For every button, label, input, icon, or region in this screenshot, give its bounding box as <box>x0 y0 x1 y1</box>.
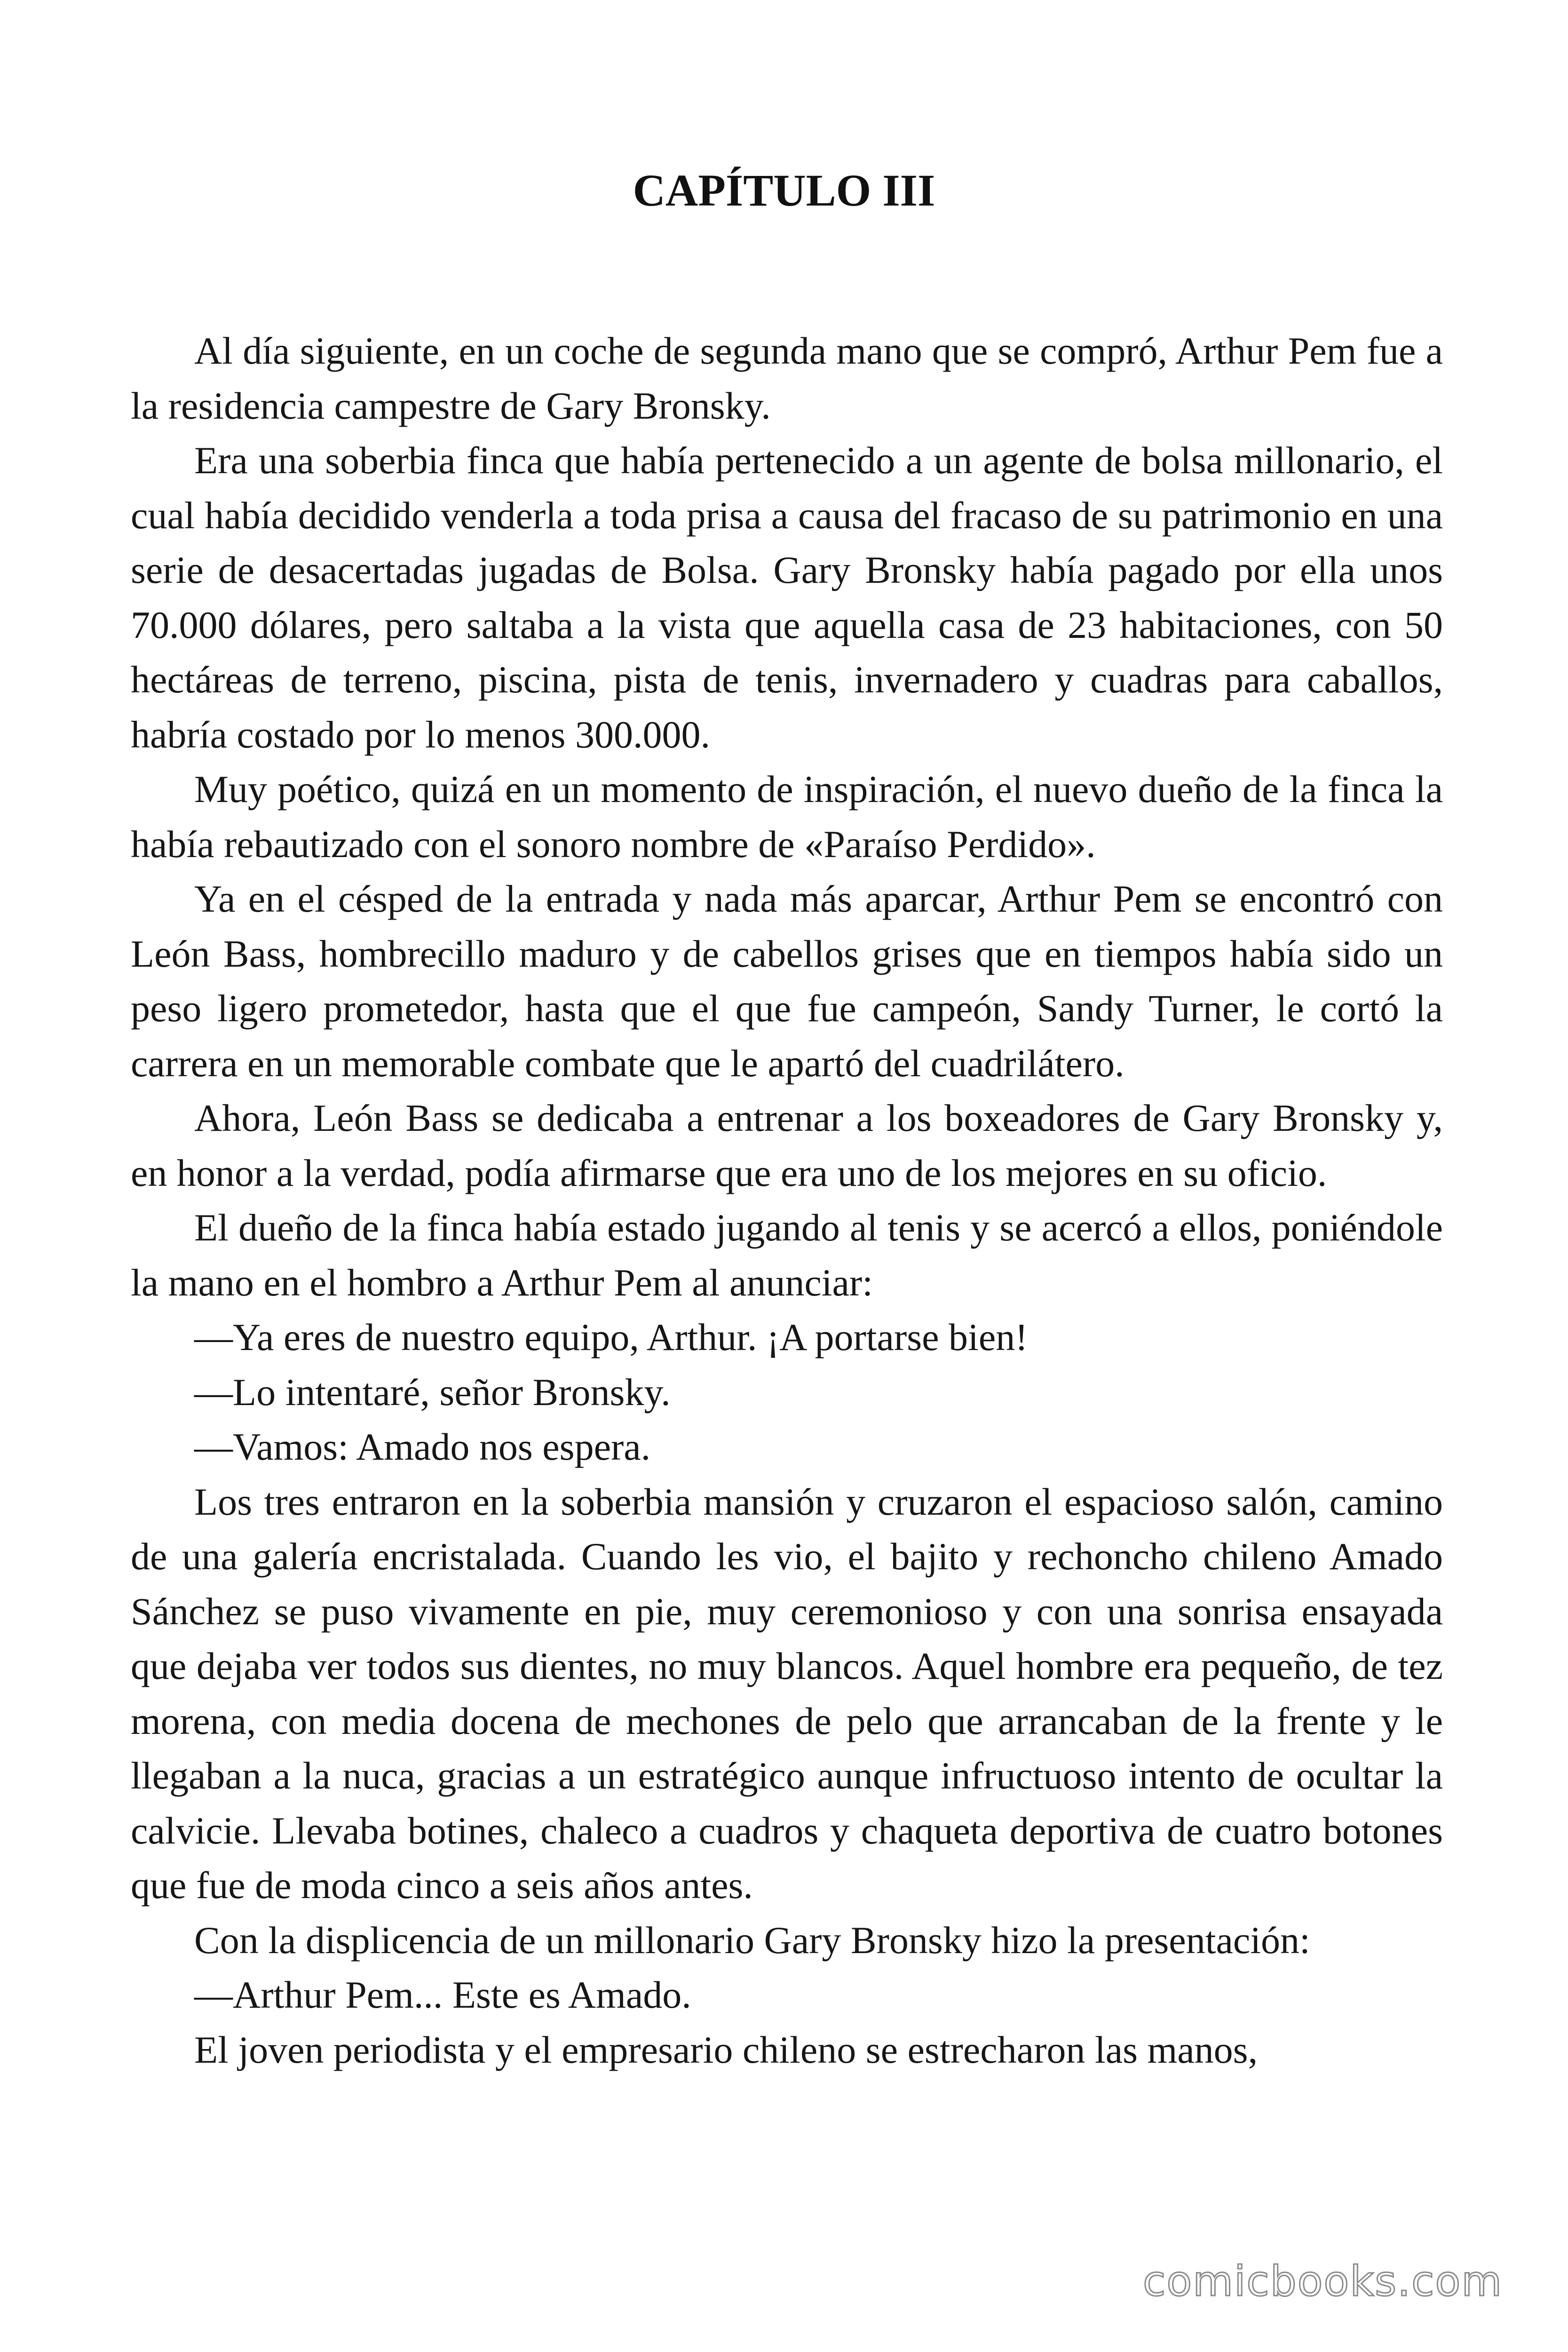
chapter-title: CAPÍTULO III <box>633 165 935 215</box>
paragraph: Era una soberbia finca que había pertenecido a un agente de bolsa millonario, el cual había decidido venderla a toda prisa a causa del fracaso de su patrimonio en una serie de desacertadas jugadas de Bolsa. Gary Bronsky había pagado por ella unos 70.000 dólares, pero saltaba a la vista que aquella casa de 23 habitaciones, con 50 hectáreas de terreno, piscina, pista de tenis, invernadero y cuadras para caballos, habría costado por lo menos 300.000. <box>131 439 1443 756</box>
paragraph: Al día siguiente, en un coche de segunda mano que se compró, Arthur Pem fue a la residencia campestre de Gary Bronsky. <box>131 329 1443 427</box>
paragraph: Ya en el césped de la entrada y nada más aparcar, Arthur Pem se encontró con León Bass, hombrecillo maduro y de cabellos grises que en tiempos había sido un peso ligero prometedor, hasta que el que fue campeón, Sandy Turner, le cortó la carrera en un memorable combate que le apartó del cuadrilátero. <box>131 877 1443 1085</box>
dialogue-line: —Vamos: Amado nos espera. <box>194 1425 651 1468</box>
paragraph: Con la displicencia de un millonario Gary Bronsky hizo la presentación: <box>194 1918 1310 1962</box>
chapter-body <box>131 324 1443 2077</box>
paragraph: El joven periodista y el empresario chileno se estrecharon las manos, <box>194 2028 1258 2071</box>
paragraph: Ahora, León Bass se dedicaba a entrenar a los boxeadores de Gary Bronsky y, en honor a la verdad, podía afirmarse que era uno de los mejores en su oficio. <box>131 1097 1443 1194</box>
paragraph: El dueño de la finca había estado jugando al tenis y se acercó a ellos, poniéndole la mano en el hombro a Arthur Pem al anunciar: <box>131 1206 1443 1304</box>
watermark: comicbooks.com <box>1143 2257 1503 2305</box>
paragraph: Los tres entraron en la soberbia mansión y cruzaron el espacioso salón, camino de una galería encristalada. Cuando les vio, el bajito y rechoncho chileno Amado Sánchez se puso vivamente en pie, muy ceremonioso y con una sonrisa ensayada que dejaba ver todos sus dientes, no muy blancos. Aquel hombre era pequeño, de tez morena, con media docena de mechones de pelo que arrancaban de la frente y le llegaban a la nuca, gracias a un estratégico aunque infructuoso intento de ocultar la calvicie. Llevaba botines, chaleco a cuadros y chaqueta deportiva de cuatro botones que fue de moda cinco a seis años antes. <box>131 1480 1443 1907</box>
dialogue-line: —Arthur Pem... Este es Amado. <box>194 1973 691 2016</box>
paragraph: Muy poético, quizá en un momento de inspiración, el nuevo dueño de la finca la había rebautizado con el sonoro nombre de «Paraíso Perdido». <box>131 768 1443 866</box>
dialogue-line: —Lo intentaré, señor Bronsky. <box>194 1370 671 1414</box>
dialogue-line: —Ya eres de nuestro equipo, Arthur. ¡A portarse bien! <box>194 1316 1028 1359</box>
